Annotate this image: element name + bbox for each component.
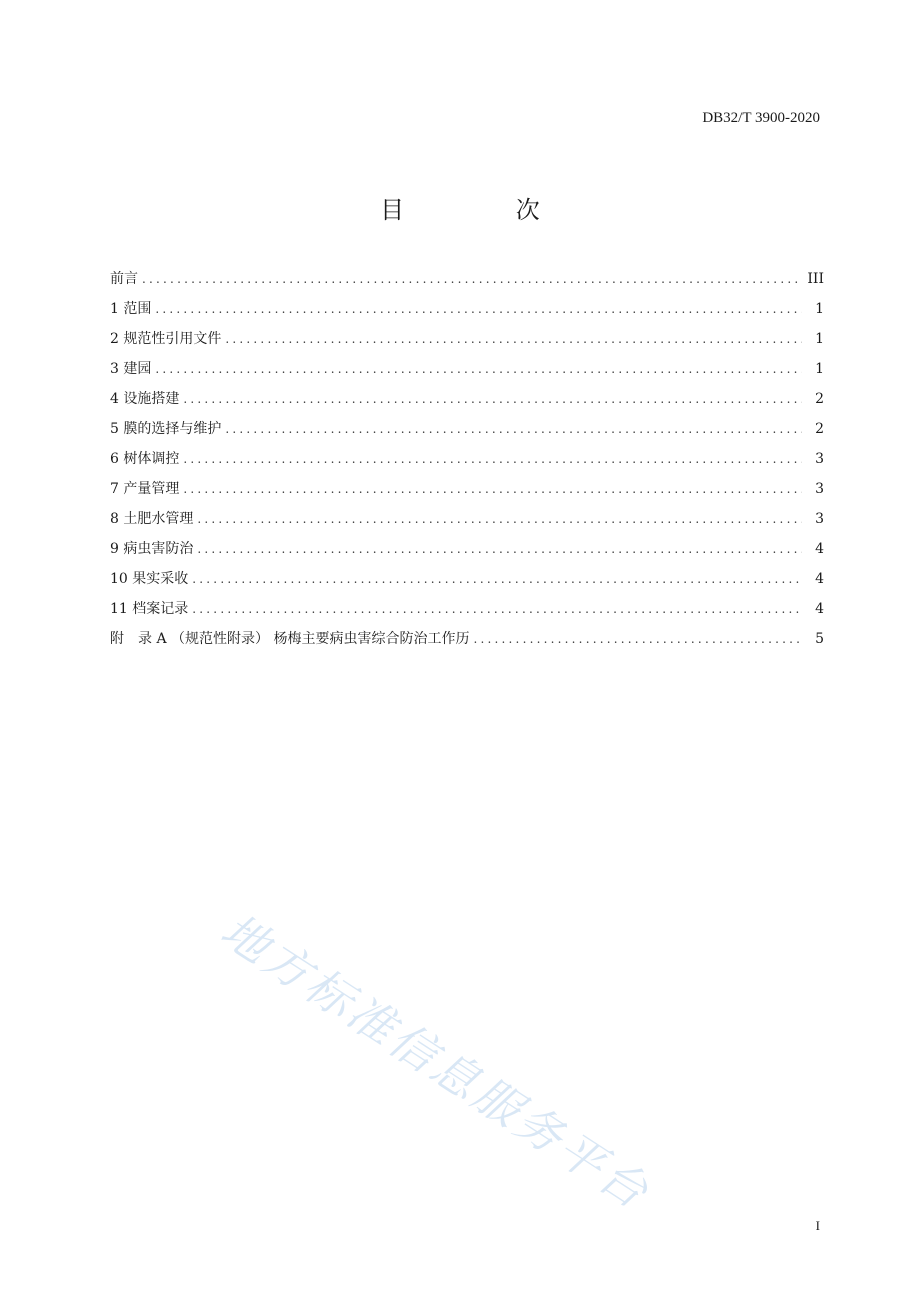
toc-leader-dots [192,594,802,624]
toc-entry-label: 10 果实采收 [110,564,192,594]
toc-entry-preface[interactable] [110,264,824,294]
toc-entry-page: III [807,271,824,287]
toc-entry-label: 1 范围 [110,294,155,324]
toc-entry-label: 2 规范性引用文件 [110,324,225,354]
standard-code: DB32/T 3900-2020 [702,110,820,126]
page-title: 目 次 [380,196,592,224]
toc-entry-page: 2 [815,421,824,437]
toc-entry-page: 2 [815,391,824,407]
toc-entry-label: 6 树体调控 [110,444,183,474]
toc-entry-5[interactable] [110,414,824,444]
toc-entry-page: 1 [815,361,824,377]
toc-leader-dots [183,384,802,414]
toc-leader-dots [183,444,802,474]
toc-entry-page: 1 [815,331,824,347]
toc-leader-dots [192,564,802,594]
toc-entry-page: 1 [815,301,824,317]
toc-entry-label: 9 病虫害防治 [110,534,197,564]
toc-entry-appendix-a[interactable] [110,624,824,654]
page-number: I [815,1218,820,1233]
toc-entry-page: 3 [815,481,824,497]
toc-leader-dots [197,504,802,534]
toc-entry-label: 前言 [110,264,142,294]
toc-entry-label: 5 膜的选择与维护 [110,414,225,444]
toc-entry-page: 3 [815,451,824,467]
toc-entry-label: 8 土肥水管理 [110,504,197,534]
toc-leader-dots [155,294,802,324]
toc-leader-dots [473,624,802,654]
toc-leader-dots [183,474,802,504]
toc-entry-label: 附 录 A （规范性附录） 杨梅主要病虫害综合防治工作历 [110,624,473,654]
toc-entry-9[interactable] [110,534,824,564]
toc-entry-page: 5 [815,631,824,647]
toc-entry-6[interactable] [110,444,824,474]
toc-entry-label: 11 档案记录 [110,594,192,624]
toc-entry-label: 4 设施搭建 [110,384,183,414]
toc-entry-8[interactable] [110,504,824,534]
toc-entry-page: 4 [815,541,824,557]
toc-entry-7[interactable] [110,474,824,504]
watermark: 地方标准信息服务平台 [211,902,661,1221]
toc-entry-4[interactable] [110,384,824,414]
toc-entry-10[interactable] [110,564,824,594]
toc-leader-dots [155,354,802,384]
toc-entry-label: 3 建园 [110,354,155,384]
toc-leader-dots [225,414,802,444]
table-of-contents [110,264,824,654]
toc-entry-label: 7 产量管理 [110,474,183,504]
toc-leader-dots [197,534,802,564]
toc-entry-1[interactable] [110,294,824,324]
toc-entry-11[interactable] [110,594,824,624]
toc-entry-page: 4 [815,571,824,587]
toc-leader-dots [225,324,802,354]
toc-entry-page: 3 [815,511,824,527]
toc-leader-dots [142,264,801,294]
toc-entry-2[interactable] [110,324,824,354]
toc-entry-page: 4 [815,601,824,617]
toc-entry-3[interactable] [110,354,824,384]
